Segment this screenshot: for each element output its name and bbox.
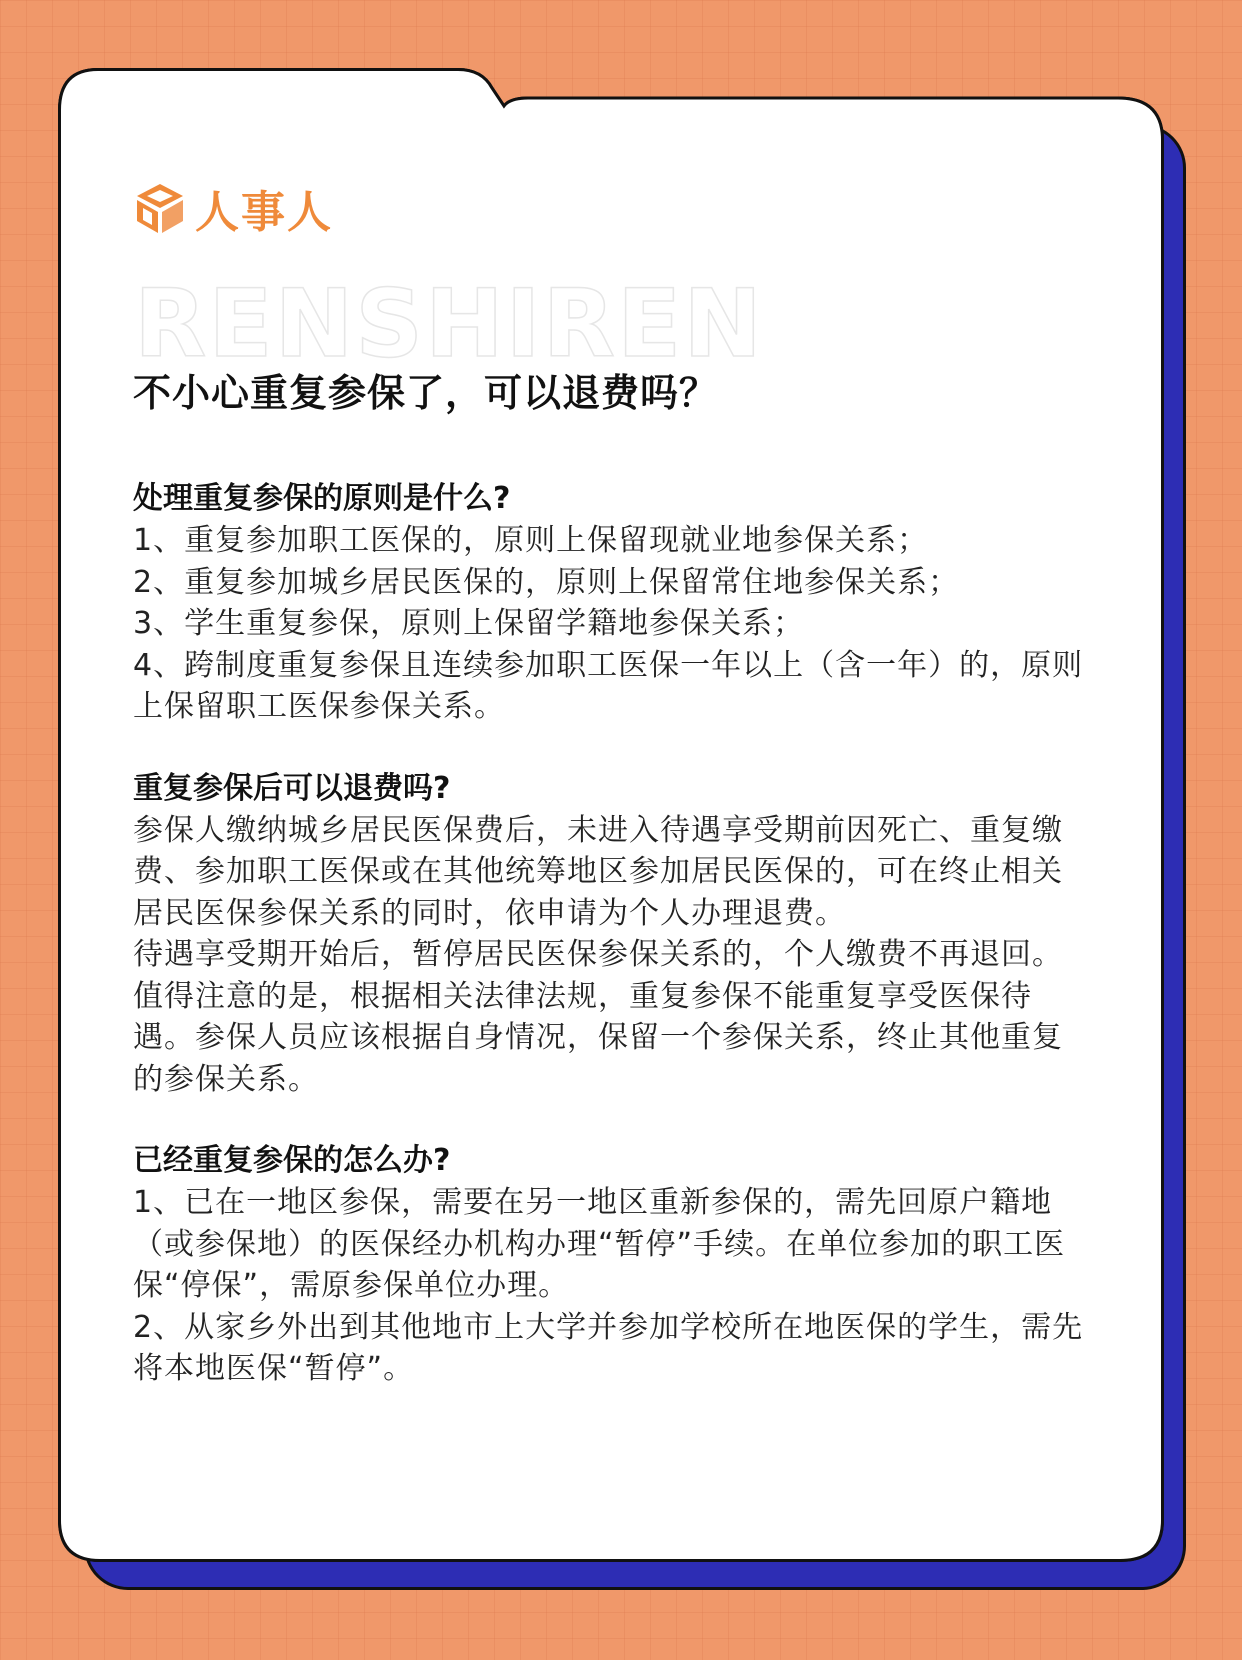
paragraph: 待遇享受期开始后，暂停居民医保参保关系的，个人缴费不再退回。 xyxy=(133,937,1063,972)
paragraph: 1、已在一地区参保，需要在另一地区重新参保的，需先回原户籍地（或参保地）的医保经办机构办理“暂停”手续。在单位参加的职工医保“停保”，需原参保单位办理。 xyxy=(133,1185,1066,1303)
section-refund xyxy=(133,768,1093,1101)
paragraph: 3、学生重复参保，原则上保留学籍地参保关系； xyxy=(133,606,805,641)
brand-watermark: RENSHIREN xyxy=(134,270,764,379)
paragraph: 2、从家乡外出到其他地市上大学并参加学校所在地医保的学生，需先将本地医保“暂停”。 xyxy=(133,1309,1084,1386)
paragraph: 4、跨制度重复参保且连续参加职工医保一年以上（含一年）的，原则上保留职工医保参保关系。 xyxy=(133,647,1084,724)
section-what-to-do xyxy=(133,1140,1093,1390)
brand-name: 人事人 xyxy=(195,187,333,238)
section-heading: 已经重复参保的怎么办? xyxy=(133,1143,451,1178)
section-heading: 重复参保后可以退费吗? xyxy=(133,770,451,806)
paragraph: 1、重复参加职工医保的，原则上保留现就业地参保关系； xyxy=(133,523,929,558)
page-title: 不小心重复参保了，可以退费吗？ xyxy=(133,371,719,415)
brand-cube-icon xyxy=(133,181,187,235)
section-principles xyxy=(133,478,1093,728)
paragraph: 2、重复参加城乡居民医保的，原则上保留常住地参保关系； xyxy=(133,564,960,600)
section-heading: 处理重复参保的原则是什么? xyxy=(133,481,511,516)
paragraph: 参保人缴纳城乡居民医保费后，未进入待遇享受期前因死亡、重复缴费、参加职工医保或在其他统筹地区参加居民医保的，可在终止相关居民医保参保关系的同时，依申请为个人办理退费。 xyxy=(133,812,1063,931)
article-body xyxy=(133,478,1093,1430)
paragraph: 值得注意的是，根据相关法律法规，重复参保不能重复享受医保待遇。参保人员应该根据自身情况，保留一个参保关系，终止其他重复的参保关系。 xyxy=(133,978,1063,1097)
brand-logo xyxy=(133,176,333,240)
